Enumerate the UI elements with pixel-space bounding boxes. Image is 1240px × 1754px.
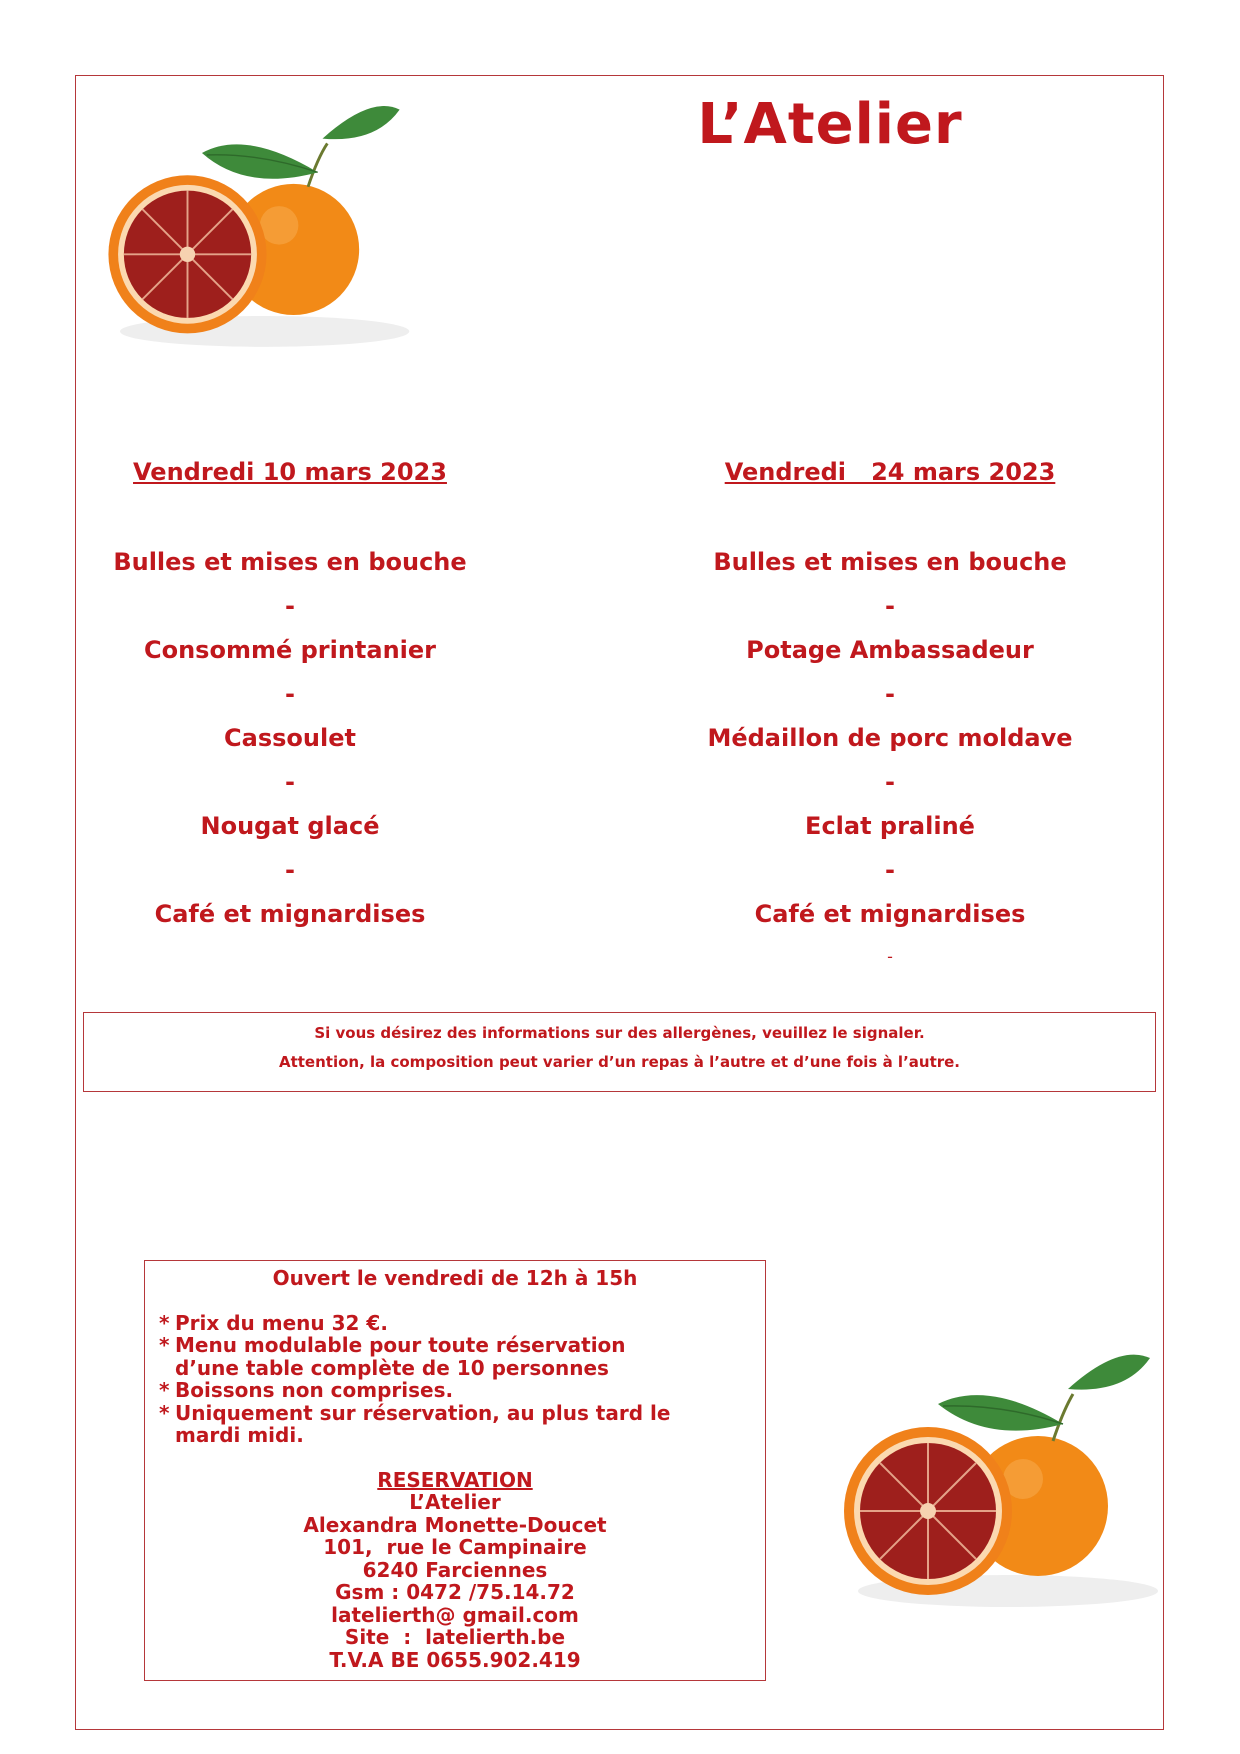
course-separator: - — [887, 947, 893, 966]
bullet-icon: * — [159, 1378, 170, 1402]
course-separator: - — [285, 592, 295, 620]
address-city: 6240 Farciennes — [362, 1557, 548, 1582]
condition-text: Boissons non comprises. — [175, 1378, 454, 1402]
condition-text: Menu modulable pour toute réservation d’une table complète de 10 personnes — [175, 1333, 626, 1380]
blood-orange-illustration — [100, 100, 410, 370]
course-separator: - — [885, 856, 895, 884]
course-item: Cassoulet — [224, 724, 356, 752]
course-item: Bulles et mises en bouche — [113, 548, 467, 576]
condition-item — [159, 1379, 751, 1402]
course-separator: - — [285, 680, 295, 708]
phone-number: Gsm : 0472 /75.14.72 — [335, 1580, 575, 1604]
condition-item — [159, 1334, 751, 1379]
course-item: Consommé printanier — [143, 636, 437, 664]
course-separator: - — [285, 768, 295, 796]
course-separator: - — [885, 680, 895, 708]
course-list — [640, 540, 1140, 972]
course-item: Eclat praliné — [805, 812, 975, 840]
info-box — [144, 1260, 766, 1681]
address-street: 101, rue le Campinaire — [323, 1535, 587, 1559]
allergen-notice — [83, 1012, 1156, 1092]
opening-hours: Ouvert le vendredi de 12h à 15h — [272, 1266, 638, 1290]
restaurant-name: L’Atelier — [409, 1490, 501, 1514]
blood-orange-illustration — [838, 1346, 1158, 1626]
course-item: Café et mignardises — [754, 900, 1026, 928]
contact-name: Alexandra Monette-Doucet — [303, 1512, 607, 1537]
allergen-line: Si vous désirez des informations sur des allergènes, veuillez le signaler. — [314, 1024, 925, 1042]
reservation-block — [159, 1469, 751, 1672]
menu-date: Vendredi 10 mars 2023 — [133, 458, 447, 486]
condition-text: Uniquement sur réservation, au plus tard le mardi midi. — [175, 1400, 671, 1447]
bullet-icon: * — [159, 1310, 170, 1335]
website-link[interactable]: Site : latelierth.be — [344, 1625, 566, 1649]
course-item: Bulles et mises en bouche — [713, 548, 1067, 576]
condition-text: Prix du menu 32 €. — [175, 1310, 388, 1335]
course-separator: - — [885, 768, 895, 796]
course-separator: - — [285, 856, 295, 884]
vat-number: T.V.A BE 0655.902.419 — [329, 1647, 581, 1672]
menu-date: Vendredi 24 mars 2023 — [724, 458, 1056, 486]
course-separator: - — [885, 592, 895, 620]
condition-item — [159, 1402, 751, 1447]
menu-march-24 — [640, 452, 1140, 972]
condition-item — [159, 1312, 751, 1335]
course-item: Médaillon de porc moldave — [707, 724, 1073, 752]
allergen-line: Attention, la composition peut varier d’un repas à l’autre et d’une fois à l’autre. — [278, 1053, 961, 1071]
course-item: Potage Ambassadeur — [746, 636, 1034, 664]
conditions-list — [159, 1312, 751, 1447]
menu-march-10 — [40, 452, 540, 936]
email-address[interactable]: latelierth@ gmail.com — [331, 1602, 579, 1627]
bullet-icon: * — [159, 1333, 170, 1357]
bullet-icon: * — [159, 1400, 170, 1425]
course-item: Nougat glacé — [200, 812, 380, 840]
course-item: Café et mignardises — [154, 900, 426, 928]
course-list — [40, 540, 540, 936]
page-title: L’Atelier — [697, 92, 963, 157]
reservation-title: RESERVATION — [377, 1467, 533, 1492]
